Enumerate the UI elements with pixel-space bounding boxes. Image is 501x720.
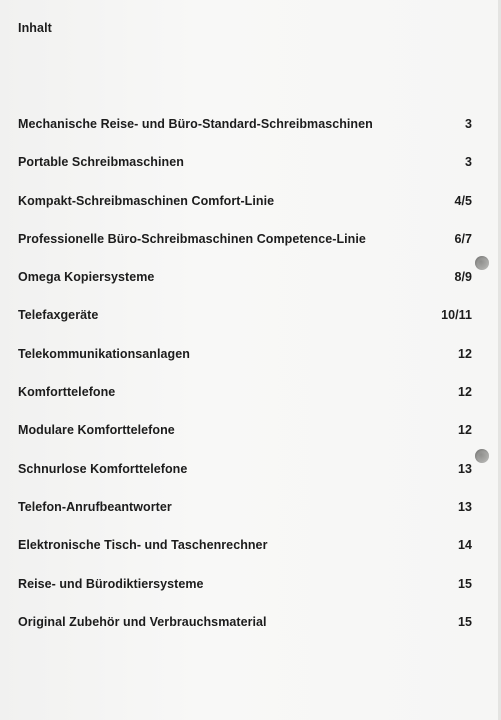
toc-entry-page: 4/5 <box>454 193 472 208</box>
toc-entry-page: 12 <box>457 423 472 438</box>
toc-entry-title: Komforttelefone <box>18 385 116 400</box>
toc-entry <box>18 270 472 308</box>
toc-entry <box>18 347 472 385</box>
toc-entry <box>18 538 472 576</box>
toc-entry <box>18 500 472 538</box>
toc-entry-title: Mechanische Reise- und Büro-Standard-Schreibmaschinen <box>18 117 373 131</box>
toc-entry-page: 14 <box>457 538 472 553</box>
toc-entry-page: 8/9 <box>454 270 472 285</box>
toc-entry-page: 13 <box>457 461 472 476</box>
toc-entry-title: Schnurlose Komforttelefone <box>18 461 188 476</box>
toc-entry-page: 12 <box>457 385 472 400</box>
toc-entry-page: 10/11 <box>441 308 472 323</box>
toc-entry-page: 6/7 <box>454 231 472 246</box>
toc-entry-title: Kompakt-Schreibmaschinen Comfort-Linie <box>18 193 275 208</box>
toc-entry-page: 3 <box>464 117 472 131</box>
toc-entry-title: Reise- und Bürodiktiersysteme <box>18 576 204 591</box>
toc-entry <box>18 232 472 270</box>
toc-entry <box>18 385 472 423</box>
toc-entry-page: 15 <box>457 614 472 629</box>
toc-entry-title: Professionelle Büro-Schreibmaschinen Competence-Linie <box>18 231 366 246</box>
toc-entry-title: Telekommunikationsanlagen <box>18 346 190 361</box>
toc-entry <box>18 423 472 461</box>
toc-entry-page: 3 <box>464 155 472 170</box>
toc-entry-title: Modulare Komforttelefone <box>18 423 175 438</box>
toc-entry <box>18 462 472 500</box>
toc-entry-page: 15 <box>457 576 472 591</box>
punch-hole <box>475 449 489 463</box>
toc-entry-title: Original Zubehör und Verbrauchsmaterial <box>18 614 267 629</box>
toc-entry <box>18 577 472 615</box>
toc-entry <box>18 117 472 155</box>
toc-entry-page: 12 <box>457 346 472 361</box>
punch-hole <box>475 256 489 270</box>
page-heading: Inhalt <box>18 21 52 35</box>
toc-entry <box>18 615 472 653</box>
table-of-contents <box>18 117 472 653</box>
toc-entry <box>18 155 472 193</box>
toc-entry-title: Telefon-Anrufbeantworter <box>18 499 172 514</box>
toc-entry <box>18 194 472 232</box>
toc-entry-title: Portable Schreibmaschinen <box>18 155 184 170</box>
toc-entry-title: Telefaxgeräte <box>18 308 99 323</box>
toc-entry-title: Elektronische Tisch- und Taschenrechner <box>18 538 268 553</box>
toc-entry <box>18 308 472 346</box>
toc-entry-page: 13 <box>457 499 472 514</box>
toc-entry-title: Omega Kopiersysteme <box>18 270 155 285</box>
